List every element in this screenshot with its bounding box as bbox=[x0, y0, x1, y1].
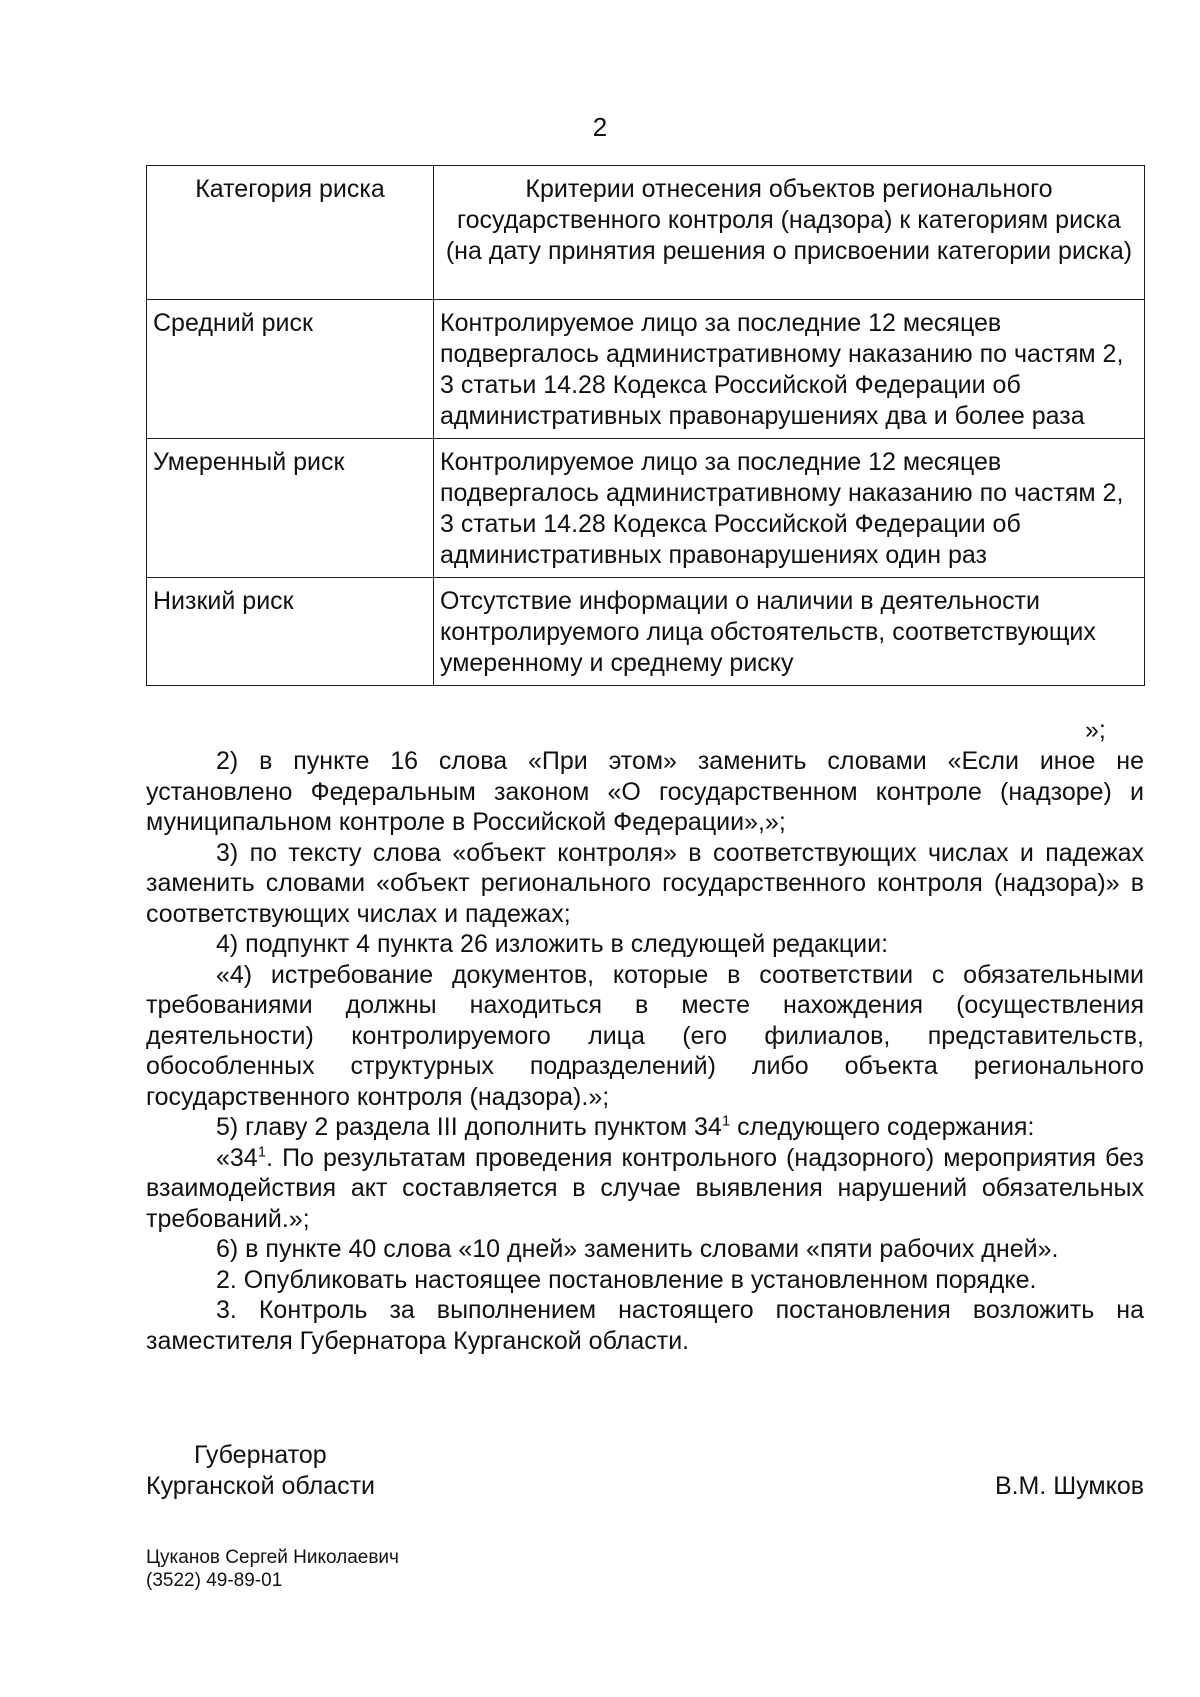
signatory-title-line: Губернатор bbox=[194, 1441, 327, 1469]
header-criteria: Критерии отнесения объектов регионального государственного контроля (надзора) к категориям риска (на дату принятия решения о присвоении категории риска) bbox=[434, 166, 1145, 300]
contact-phone: (3522) 49-89-01 bbox=[146, 1570, 283, 1591]
superscript: 1 bbox=[721, 1112, 731, 1130]
cell-category: Низкий риск bbox=[147, 578, 434, 686]
document-body bbox=[146, 746, 1144, 1356]
paragraph: 2) в пункте 16 слова «При этом» заменить словами «Если иное не установлено Федеральным законом «О государственном контроле (надзоре) и муниципальном контроле в Российской Федерации»,»; bbox=[146, 747, 1144, 836]
paragraph-text: . По результатам проведения контрольного (надзорного) мероприятия без взаимодействия акт составляется в случае выявления нарушений обязательных требований.»; bbox=[146, 1143, 1144, 1233]
table-closing-quote: »; bbox=[1085, 716, 1106, 744]
table-row bbox=[147, 300, 1145, 439]
paragraph: «4) истребование документов, которые в соответствии с обязательными требованиями должны находиться в месте нахождения (осуществления деятельности) контролируемого лица (его филиалов, представительств, обособленных структурных подразделений) либо объекта регионального государственного контроля (надзора).»; bbox=[146, 960, 1144, 1111]
header-category: Категория риска bbox=[147, 166, 434, 300]
signatory-title bbox=[146, 1440, 375, 1502]
page-number: 2 bbox=[592, 112, 608, 142]
signatory-name: В.М. Шумков bbox=[994, 1472, 1144, 1500]
table-row bbox=[147, 439, 1145, 578]
table-header-row bbox=[147, 166, 1145, 300]
superscript: 1 bbox=[257, 1143, 267, 1161]
paragraph: 3. Контроль за выполнением настоящего постановления возложить на заместителя Губернатора Курганской области. bbox=[146, 1296, 1144, 1355]
contact-block bbox=[146, 1546, 399, 1592]
paragraph-text: 5) главу 2 раздела III дополнить пунктом 34 bbox=[216, 1113, 722, 1141]
paragraph: 6) в пункте 40 слова «10 дней» заменить словами «пяти рабочих дней». bbox=[216, 1235, 1059, 1263]
paragraph-text: «34 bbox=[216, 1143, 258, 1172]
cell-criteria: Контролируемое лицо за последние 12 месяцев подвергалось административному наказанию по частям 2, 3 статьи 14.28 Кодекса Российской Федерации об административных правонарушениях один раз bbox=[434, 439, 1145, 578]
paragraph bbox=[146, 1143, 1144, 1235]
paragraph: 3) по тексту слова «объект контроля» в соответствующих числах и падежах заменить словами «объект регионального государственного контроля (надзора)» в соответствующих числах и падежах; bbox=[146, 838, 1144, 928]
paragraph: 4) подпункт 4 пункта 26 изложить в следующей редакции: bbox=[216, 930, 889, 958]
contact-person: Цуканов Сергей Николаевич bbox=[146, 1547, 399, 1568]
cell-category: Умеренный риск bbox=[147, 439, 434, 578]
risk-category-table bbox=[146, 165, 1145, 686]
paragraph-text: следующего содержания: bbox=[730, 1113, 1035, 1141]
table-row bbox=[147, 578, 1145, 686]
signatory-title-line: Курганской области bbox=[146, 1472, 376, 1500]
paragraph bbox=[146, 1112, 1144, 1143]
cell-criteria: Контролируемое лицо за последние 12 месяцев подвергалось административному наказанию по частям 2, 3 статьи 14.28 Кодекса Российской Федерации об административных правонарушениях два и более раза bbox=[434, 300, 1145, 439]
cell-criteria: Отсутствие информации о наличии в деятельности контролируемого лица обстоятельств, соответствующих умеренному и среднему риску bbox=[434, 578, 1145, 686]
paragraph: 2. Опубликовать настоящее постановление в установленном порядке. bbox=[216, 1265, 1037, 1294]
cell-category: Средний риск bbox=[147, 300, 434, 439]
